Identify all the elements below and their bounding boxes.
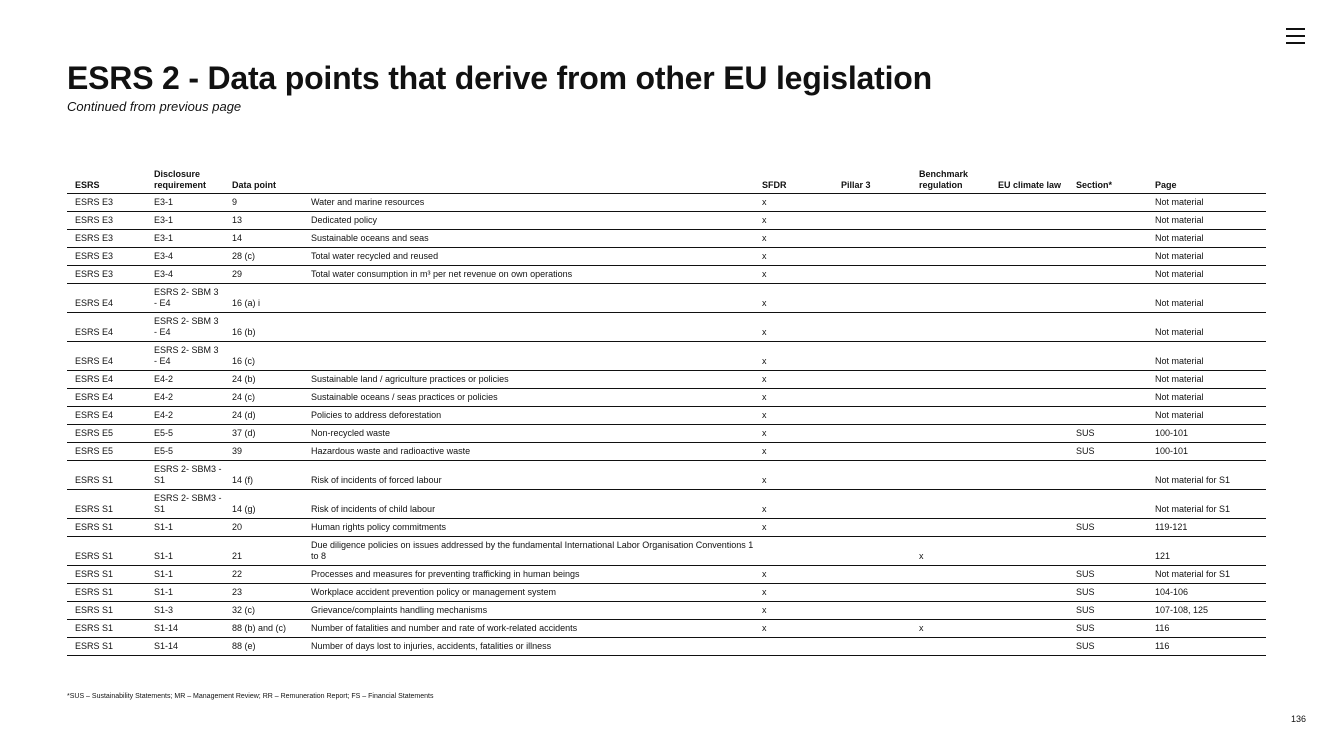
cell-benchmark-regulation: [911, 490, 990, 519]
table-row: [67, 194, 1266, 212]
cell-eu-climate-law: [990, 266, 1068, 284]
cell-esrs: ESRS E4: [67, 389, 146, 407]
cell-page: Not material: [1147, 248, 1266, 266]
cell-disclosure-requirement: E3-4: [146, 248, 224, 266]
cell-description: Risk of incidents of child labour: [303, 490, 754, 519]
cell-description: Non-recycled waste: [303, 425, 754, 443]
cell-data-point: 9: [224, 194, 303, 212]
cell-description: [303, 342, 754, 371]
cell-description: Hazardous waste and radioactive waste: [303, 443, 754, 461]
cell-pillar-3: [833, 566, 911, 584]
column-header-esrs: ESRS: [67, 168, 146, 194]
cell-eu-climate-law: [990, 342, 1068, 371]
cell-page: Not material for S1: [1147, 566, 1266, 584]
table-row: [67, 638, 1266, 656]
cell-eu-climate-law: [990, 425, 1068, 443]
cell-benchmark-regulation: [911, 425, 990, 443]
cell-sfdr: x: [754, 461, 833, 490]
cell-description: Total water recycled and reused: [303, 248, 754, 266]
cell-benchmark-regulation: [911, 313, 990, 342]
cell-disclosure-requirement: E4-2: [146, 389, 224, 407]
cell-sfdr: x: [754, 425, 833, 443]
table-body: [67, 194, 1266, 656]
table-row: [67, 212, 1266, 230]
cell-page: Not material for S1: [1147, 461, 1266, 490]
cell-page: Not material for S1: [1147, 490, 1266, 519]
cell-benchmark-regulation: [911, 519, 990, 537]
table-row: [67, 519, 1266, 537]
cell-eu-climate-law: [990, 313, 1068, 342]
cell-page: 100-101: [1147, 425, 1266, 443]
cell-section: [1068, 389, 1147, 407]
cell-description: Grievance/complaints handling mechanisms: [303, 602, 754, 620]
table-row: [67, 537, 1266, 566]
table-row: [67, 566, 1266, 584]
cell-pillar-3: [833, 194, 911, 212]
cell-disclosure-requirement: E3-4: [146, 266, 224, 284]
table-row: [67, 371, 1266, 389]
cell-data-point: 29: [224, 266, 303, 284]
cell-disclosure-requirement: ESRS 2- SBM 3 - E4: [146, 342, 224, 371]
cell-benchmark-regulation: [911, 602, 990, 620]
cell-page: Not material: [1147, 313, 1266, 342]
cell-esrs: ESRS E3: [67, 230, 146, 248]
cell-benchmark-regulation: [911, 342, 990, 371]
cell-eu-climate-law: [990, 371, 1068, 389]
cell-benchmark-regulation: [911, 566, 990, 584]
cell-section: [1068, 284, 1147, 313]
cell-benchmark-regulation: x: [911, 537, 990, 566]
cell-page: Not material: [1147, 407, 1266, 425]
cell-section: SUS: [1068, 425, 1147, 443]
cell-pillar-3: [833, 389, 911, 407]
cell-pillar-3: [833, 371, 911, 389]
table-row: [67, 389, 1266, 407]
column-header-disclosure-requirement: Disclosure requirement: [146, 168, 224, 194]
cell-section: [1068, 371, 1147, 389]
cell-pillar-3: [833, 519, 911, 537]
cell-section: SUS: [1068, 443, 1147, 461]
cell-benchmark-regulation: [911, 212, 990, 230]
cell-esrs: ESRS S1: [67, 566, 146, 584]
cell-pillar-3: [833, 284, 911, 313]
cell-section: [1068, 194, 1147, 212]
cell-esrs: ESRS S1: [67, 519, 146, 537]
cell-sfdr: x: [754, 371, 833, 389]
cell-description: [303, 284, 754, 313]
cell-page: 100-101: [1147, 443, 1266, 461]
cell-benchmark-regulation: [911, 389, 990, 407]
cell-eu-climate-law: [990, 443, 1068, 461]
cell-sfdr: x: [754, 490, 833, 519]
cell-sfdr: x: [754, 620, 833, 638]
cell-pillar-3: [833, 248, 911, 266]
cell-sfdr: x: [754, 443, 833, 461]
cell-data-point: 24 (b): [224, 371, 303, 389]
cell-sfdr: x: [754, 566, 833, 584]
table-row: [67, 584, 1266, 602]
cell-eu-climate-law: [990, 407, 1068, 425]
cell-disclosure-requirement: S1-14: [146, 638, 224, 656]
column-header-section: Section*: [1068, 168, 1147, 194]
cell-sfdr: x: [754, 313, 833, 342]
cell-disclosure-requirement: ESRS 2- SBM3 - S1: [146, 461, 224, 490]
cell-page: Not material: [1147, 194, 1266, 212]
cell-benchmark-regulation: [911, 248, 990, 266]
cell-esrs: ESRS S1: [67, 584, 146, 602]
cell-page: Not material: [1147, 230, 1266, 248]
cell-esrs: ESRS E3: [67, 266, 146, 284]
column-header-eu-climate-law: EU climate law: [990, 168, 1068, 194]
cell-benchmark-regulation: [911, 284, 990, 313]
cell-section: SUS: [1068, 519, 1147, 537]
cell-disclosure-requirement: E5-5: [146, 443, 224, 461]
cell-disclosure-requirement: S1-1: [146, 537, 224, 566]
cell-esrs: ESRS S1: [67, 602, 146, 620]
cell-section: SUS: [1068, 638, 1147, 656]
cell-page: Not material: [1147, 371, 1266, 389]
cell-description: Number of days lost to injuries, accidents, fatalities or illness: [303, 638, 754, 656]
cell-page: 119-121: [1147, 519, 1266, 537]
cell-esrs: ESRS S1: [67, 537, 146, 566]
cell-eu-climate-law: [990, 284, 1068, 313]
cell-description: Water and marine resources: [303, 194, 754, 212]
cell-data-point: 32 (c): [224, 602, 303, 620]
cell-section: [1068, 212, 1147, 230]
cell-benchmark-regulation: [911, 371, 990, 389]
cell-description: Sustainable land / agriculture practices or policies: [303, 371, 754, 389]
cell-eu-climate-law: [990, 602, 1068, 620]
cell-pillar-3: [833, 584, 911, 602]
cell-eu-climate-law: [990, 638, 1068, 656]
cell-description: Risk of incidents of forced labour: [303, 461, 754, 490]
cell-section: [1068, 248, 1147, 266]
cell-disclosure-requirement: E4-2: [146, 407, 224, 425]
cell-data-point: 24 (d): [224, 407, 303, 425]
cell-sfdr: x: [754, 194, 833, 212]
cell-sfdr: [754, 638, 833, 656]
cell-section: [1068, 342, 1147, 371]
cell-esrs: ESRS E4: [67, 342, 146, 371]
cell-eu-climate-law: [990, 248, 1068, 266]
table-row: [67, 266, 1266, 284]
cell-sfdr: x: [754, 407, 833, 425]
cell-data-point: 14 (f): [224, 461, 303, 490]
cell-data-point: 37 (d): [224, 425, 303, 443]
page-subtitle: Continued from previous page: [67, 99, 242, 114]
table-row: [67, 443, 1266, 461]
cell-benchmark-regulation: [911, 230, 990, 248]
column-header-page: Page: [1147, 168, 1266, 194]
cell-esrs: ESRS E3: [67, 212, 146, 230]
cell-page: 104-106: [1147, 584, 1266, 602]
cell-esrs: ESRS E4: [67, 407, 146, 425]
cell-esrs: ESRS E4: [67, 284, 146, 313]
cell-sfdr: x: [754, 266, 833, 284]
cell-eu-climate-law: [990, 537, 1068, 566]
cell-sfdr: [754, 537, 833, 566]
cell-data-point: 28 (c): [224, 248, 303, 266]
cell-eu-climate-law: [990, 620, 1068, 638]
cell-sfdr: x: [754, 212, 833, 230]
cell-data-point: 23: [224, 584, 303, 602]
cell-sfdr: x: [754, 519, 833, 537]
cell-eu-climate-law: [990, 194, 1068, 212]
cell-benchmark-regulation: [911, 443, 990, 461]
cell-disclosure-requirement: S1-14: [146, 620, 224, 638]
data-points-table: [67, 168, 1266, 656]
cell-sfdr: x: [754, 389, 833, 407]
cell-section: [1068, 461, 1147, 490]
cell-section: SUS: [1068, 584, 1147, 602]
cell-eu-climate-law: [990, 212, 1068, 230]
cell-esrs: ESRS S1: [67, 490, 146, 519]
column-header-sfdr: SFDR: [754, 168, 833, 194]
cell-eu-climate-law: [990, 461, 1068, 490]
cell-disclosure-requirement: E4-2: [146, 371, 224, 389]
cell-pillar-3: [833, 620, 911, 638]
cell-section: [1068, 230, 1147, 248]
cell-page: Not material: [1147, 342, 1266, 371]
cell-eu-climate-law: [990, 519, 1068, 537]
cell-benchmark-regulation: [911, 194, 990, 212]
cell-pillar-3: [833, 537, 911, 566]
cell-disclosure-requirement: S1-1: [146, 566, 224, 584]
cell-benchmark-regulation: [911, 266, 990, 284]
cell-description: [303, 313, 754, 342]
page-number: 136: [1291, 714, 1307, 724]
cell-pillar-3: [833, 342, 911, 371]
cell-esrs: ESRS E4: [67, 371, 146, 389]
cell-page: 121: [1147, 537, 1266, 566]
cell-sfdr: x: [754, 284, 833, 313]
cell-pillar-3: [833, 602, 911, 620]
cell-data-point: 22: [224, 566, 303, 584]
cell-benchmark-regulation: [911, 461, 990, 490]
cell-data-point: 16 (b): [224, 313, 303, 342]
cell-data-point: 14 (g): [224, 490, 303, 519]
cell-description: Total water consumption in m³ per net revenue on own operations: [303, 266, 754, 284]
cell-disclosure-requirement: S1-3: [146, 602, 224, 620]
cell-pillar-3: [833, 461, 911, 490]
cell-pillar-3: [833, 313, 911, 342]
cell-page: 116: [1147, 638, 1266, 656]
table-row: [67, 461, 1266, 490]
cell-page: 116: [1147, 620, 1266, 638]
cell-disclosure-requirement: ESRS 2- SBM 3 - E4: [146, 284, 224, 313]
cell-esrs: ESRS E3: [67, 194, 146, 212]
cell-data-point: 21: [224, 537, 303, 566]
cell-disclosure-requirement: E3-1: [146, 194, 224, 212]
table-row: [67, 490, 1266, 519]
table-row: [67, 313, 1266, 342]
cell-pillar-3: [833, 490, 911, 519]
cell-disclosure-requirement: E5-5: [146, 425, 224, 443]
cell-page: Not material: [1147, 266, 1266, 284]
cell-benchmark-regulation: x: [911, 620, 990, 638]
cell-benchmark-regulation: [911, 407, 990, 425]
cell-esrs: ESRS E5: [67, 425, 146, 443]
cell-esrs: ESRS S1: [67, 638, 146, 656]
menu-bar-top: [1286, 28, 1305, 30]
cell-benchmark-regulation: [911, 638, 990, 656]
cell-eu-climate-law: [990, 490, 1068, 519]
column-header-pillar-3: Pillar 3: [833, 168, 911, 194]
table-row: [67, 407, 1266, 425]
cell-data-point: 14: [224, 230, 303, 248]
table-row: [67, 602, 1266, 620]
cell-page: 107-108, 125: [1147, 602, 1266, 620]
cell-pillar-3: [833, 443, 911, 461]
cell-page: Not material: [1147, 212, 1266, 230]
cell-section: [1068, 407, 1147, 425]
cell-section: [1068, 490, 1147, 519]
cell-disclosure-requirement: E3-1: [146, 212, 224, 230]
footnote: *SUS – Sustainability Statements; MR – Management Review; RR – Remuneration Report; FS – Financial Statements: [67, 693, 434, 700]
column-header-data-point: Data point: [224, 168, 303, 194]
cell-description: Human rights policy commitments: [303, 519, 754, 537]
table-row: [67, 342, 1266, 371]
cell-description: Workplace accident prevention policy or management system: [303, 584, 754, 602]
cell-disclosure-requirement: ESRS 2- SBM3 - S1: [146, 490, 224, 519]
table-row: [67, 425, 1266, 443]
cell-disclosure-requirement: S1-1: [146, 519, 224, 537]
cell-disclosure-requirement: ESRS 2- SBM 3 - E4: [146, 313, 224, 342]
table-row: [67, 248, 1266, 266]
cell-sfdr: x: [754, 248, 833, 266]
cell-eu-climate-law: [990, 566, 1068, 584]
cell-sfdr: x: [754, 342, 833, 371]
cell-sfdr: x: [754, 602, 833, 620]
cell-section: SUS: [1068, 566, 1147, 584]
cell-esrs: ESRS E4: [67, 313, 146, 342]
table-row: [67, 230, 1266, 248]
table-row: [67, 620, 1266, 638]
cell-data-point: 88 (e): [224, 638, 303, 656]
cell-esrs: ESRS S1: [67, 461, 146, 490]
cell-eu-climate-law: [990, 389, 1068, 407]
cell-esrs: ESRS E3: [67, 248, 146, 266]
cell-data-point: 13: [224, 212, 303, 230]
cell-eu-climate-law: [990, 584, 1068, 602]
cell-section: [1068, 313, 1147, 342]
cell-description: Policies to address deforestation: [303, 407, 754, 425]
cell-data-point: 88 (b) and (c): [224, 620, 303, 638]
cell-description: Dedicated policy: [303, 212, 754, 230]
table-header-row: [67, 168, 1266, 194]
cell-pillar-3: [833, 212, 911, 230]
cell-benchmark-regulation: [911, 584, 990, 602]
menu-bar-bottom: [1286, 42, 1305, 44]
column-header-benchmark-regulation: Benchmark regulation: [911, 168, 990, 194]
cell-description: Due diligence policies on issues addressed by the fundamental International Labor Organisation Conventions 1 to 8: [303, 537, 754, 566]
cell-disclosure-requirement: E3-1: [146, 230, 224, 248]
cell-description: Sustainable oceans / seas practices or policies: [303, 389, 754, 407]
cell-eu-climate-law: [990, 230, 1068, 248]
cell-pillar-3: [833, 230, 911, 248]
cell-data-point: 16 (c): [224, 342, 303, 371]
cell-description: Number of fatalities and number and rate of work-related accidents: [303, 620, 754, 638]
menu-bar-middle: [1286, 35, 1305, 37]
cell-section: [1068, 266, 1147, 284]
page-title: ESRS 2 - Data points that derive from other EU legislation: [67, 60, 932, 96]
hamburger-menu-icon[interactable]: [1286, 28, 1305, 45]
cell-description: Processes and measures for preventing trafficking in human beings: [303, 566, 754, 584]
cell-section: [1068, 537, 1147, 566]
cell-pillar-3: [833, 638, 911, 656]
cell-esrs: ESRS E5: [67, 443, 146, 461]
cell-esrs: ESRS S1: [67, 620, 146, 638]
table-row: [67, 284, 1266, 313]
cell-pillar-3: [833, 425, 911, 443]
cell-pillar-3: [833, 266, 911, 284]
cell-disclosure-requirement: S1-1: [146, 584, 224, 602]
cell-page: Not material: [1147, 284, 1266, 313]
cell-data-point: 16 (a) i: [224, 284, 303, 313]
column-header-description: [303, 168, 754, 194]
cell-section: SUS: [1068, 620, 1147, 638]
cell-data-point: 20: [224, 519, 303, 537]
cell-section: SUS: [1068, 602, 1147, 620]
cell-pillar-3: [833, 407, 911, 425]
cell-data-point: 24 (c): [224, 389, 303, 407]
cell-sfdr: x: [754, 584, 833, 602]
cell-description: Sustainable oceans and seas: [303, 230, 754, 248]
cell-data-point: 39: [224, 443, 303, 461]
cell-sfdr: x: [754, 230, 833, 248]
cell-page: Not material: [1147, 389, 1266, 407]
